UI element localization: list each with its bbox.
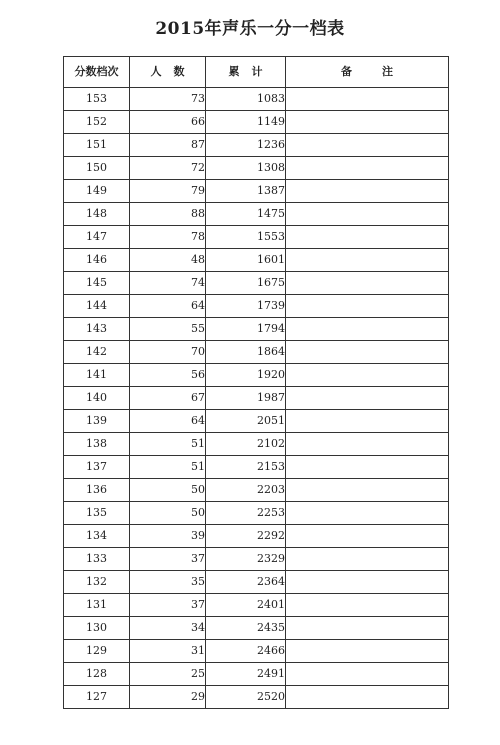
table-row: [64, 571, 449, 594]
note-cell: [286, 88, 449, 111]
cumulative-cell: 1149: [206, 111, 286, 134]
note-cell: [286, 686, 449, 709]
count-cell: 67: [130, 387, 206, 410]
note-cell: [286, 272, 449, 295]
note-cell: [286, 456, 449, 479]
table-row: [64, 502, 449, 525]
note-cell: [286, 640, 449, 663]
count-cell: 29: [130, 686, 206, 709]
table-row: [64, 203, 449, 226]
note-cell: [286, 663, 449, 686]
note-cell: [286, 525, 449, 548]
table-row: [64, 157, 449, 180]
cumulative-cell: 2491: [206, 663, 286, 686]
score-distribution-table: [63, 56, 449, 709]
table-row: [64, 479, 449, 502]
count-cell: 56: [130, 364, 206, 387]
score-cell: 137: [64, 456, 130, 479]
header-cumulative: 累计: [206, 57, 286, 88]
note-cell: [286, 502, 449, 525]
count-cell: 31: [130, 640, 206, 663]
table-row: [64, 364, 449, 387]
cumulative-cell: 2292: [206, 525, 286, 548]
note-cell: [286, 571, 449, 594]
score-cell: 143: [64, 318, 130, 341]
score-cell: 127: [64, 686, 130, 709]
cumulative-cell: 2253: [206, 502, 286, 525]
note-cell: [286, 111, 449, 134]
count-cell: 35: [130, 571, 206, 594]
note-cell: [286, 341, 449, 364]
note-cell: [286, 364, 449, 387]
table-row: [64, 111, 449, 134]
cumulative-cell: 1864: [206, 341, 286, 364]
score-cell: 139: [64, 410, 130, 433]
table-body: [64, 88, 449, 709]
cumulative-cell: 1675: [206, 272, 286, 295]
note-cell: [286, 295, 449, 318]
table-row: [64, 456, 449, 479]
score-cell: 140: [64, 387, 130, 410]
cumulative-cell: 1553: [206, 226, 286, 249]
score-cell: 141: [64, 364, 130, 387]
cumulative-cell: 1083: [206, 88, 286, 111]
table-row: [64, 341, 449, 364]
cumulative-cell: 2364: [206, 571, 286, 594]
score-cell: 130: [64, 617, 130, 640]
score-cell: 128: [64, 663, 130, 686]
table-row: [64, 88, 449, 111]
score-cell: 149: [64, 180, 130, 203]
score-cell: 145: [64, 272, 130, 295]
table-row: [64, 686, 449, 709]
table-row: [64, 410, 449, 433]
count-cell: 88: [130, 203, 206, 226]
count-cell: 64: [130, 295, 206, 318]
score-cell: 134: [64, 525, 130, 548]
table-row: [64, 249, 449, 272]
count-cell: 34: [130, 617, 206, 640]
table-row: [64, 525, 449, 548]
note-cell: [286, 479, 449, 502]
note-cell: [286, 433, 449, 456]
count-cell: 87: [130, 134, 206, 157]
cumulative-cell: 2203: [206, 479, 286, 502]
note-cell: [286, 410, 449, 433]
table-row: [64, 226, 449, 249]
count-cell: 66: [130, 111, 206, 134]
count-cell: 78: [130, 226, 206, 249]
table-row: [64, 663, 449, 686]
score-cell: 142: [64, 341, 130, 364]
cumulative-cell: 1739: [206, 295, 286, 318]
score-cell: 153: [64, 88, 130, 111]
table-row: [64, 295, 449, 318]
note-cell: [286, 617, 449, 640]
table-row: [64, 640, 449, 663]
count-cell: 64: [130, 410, 206, 433]
cumulative-cell: 1387: [206, 180, 286, 203]
note-cell: [286, 387, 449, 410]
score-cell: 151: [64, 134, 130, 157]
note-cell: [286, 157, 449, 180]
score-cell: 135: [64, 502, 130, 525]
count-cell: 37: [130, 548, 206, 571]
table-row: [64, 594, 449, 617]
table-row: [64, 387, 449, 410]
cumulative-cell: 1601: [206, 249, 286, 272]
count-cell: 50: [130, 479, 206, 502]
count-cell: 48: [130, 249, 206, 272]
cumulative-cell: 1920: [206, 364, 286, 387]
score-cell: 138: [64, 433, 130, 456]
count-cell: 73: [130, 88, 206, 111]
table-row: [64, 548, 449, 571]
note-cell: [286, 203, 449, 226]
cumulative-cell: 2102: [206, 433, 286, 456]
note-cell: [286, 134, 449, 157]
score-cell: 147: [64, 226, 130, 249]
note-cell: [286, 249, 449, 272]
note-cell: [286, 548, 449, 571]
cumulative-cell: 2520: [206, 686, 286, 709]
count-cell: 39: [130, 525, 206, 548]
table-row: [64, 433, 449, 456]
note-cell: [286, 594, 449, 617]
note-cell: [286, 180, 449, 203]
score-cell: 133: [64, 548, 130, 571]
score-cell: 136: [64, 479, 130, 502]
cumulative-cell: 1987: [206, 387, 286, 410]
cumulative-cell: 1236: [206, 134, 286, 157]
count-cell: 70: [130, 341, 206, 364]
table-row: [64, 318, 449, 341]
document-title: 2015年声乐一分一档表: [155, 19, 345, 39]
table-row: [64, 134, 449, 157]
score-cell: 150: [64, 157, 130, 180]
cumulative-cell: 2051: [206, 410, 286, 433]
count-cell: 50: [130, 502, 206, 525]
note-cell: [286, 318, 449, 341]
count-cell: 25: [130, 663, 206, 686]
cumulative-cell: 2435: [206, 617, 286, 640]
count-cell: 72: [130, 157, 206, 180]
score-cell: 148: [64, 203, 130, 226]
count-cell: 74: [130, 272, 206, 295]
score-cell: 132: [64, 571, 130, 594]
table-header-row: [64, 57, 449, 88]
cumulative-cell: 2153: [206, 456, 286, 479]
cumulative-cell: 2329: [206, 548, 286, 571]
count-cell: 79: [130, 180, 206, 203]
score-cell: 152: [64, 111, 130, 134]
cumulative-cell: 2401: [206, 594, 286, 617]
score-cell: 144: [64, 295, 130, 318]
table-row: [64, 272, 449, 295]
header-score-band: 分数档次: [64, 57, 130, 88]
cumulative-cell: 1794: [206, 318, 286, 341]
table-row: [64, 617, 449, 640]
count-cell: 55: [130, 318, 206, 341]
count-cell: 51: [130, 433, 206, 456]
note-cell: [286, 226, 449, 249]
score-cell: 131: [64, 594, 130, 617]
score-cell: 129: [64, 640, 130, 663]
table-row: [64, 180, 449, 203]
header-count: 人数: [130, 57, 206, 88]
count-cell: 37: [130, 594, 206, 617]
cumulative-cell: 1308: [206, 157, 286, 180]
score-cell: 146: [64, 249, 130, 272]
cumulative-cell: 2466: [206, 640, 286, 663]
cumulative-cell: 1475: [206, 203, 286, 226]
header-notes: 备注: [286, 57, 449, 88]
count-cell: 51: [130, 456, 206, 479]
